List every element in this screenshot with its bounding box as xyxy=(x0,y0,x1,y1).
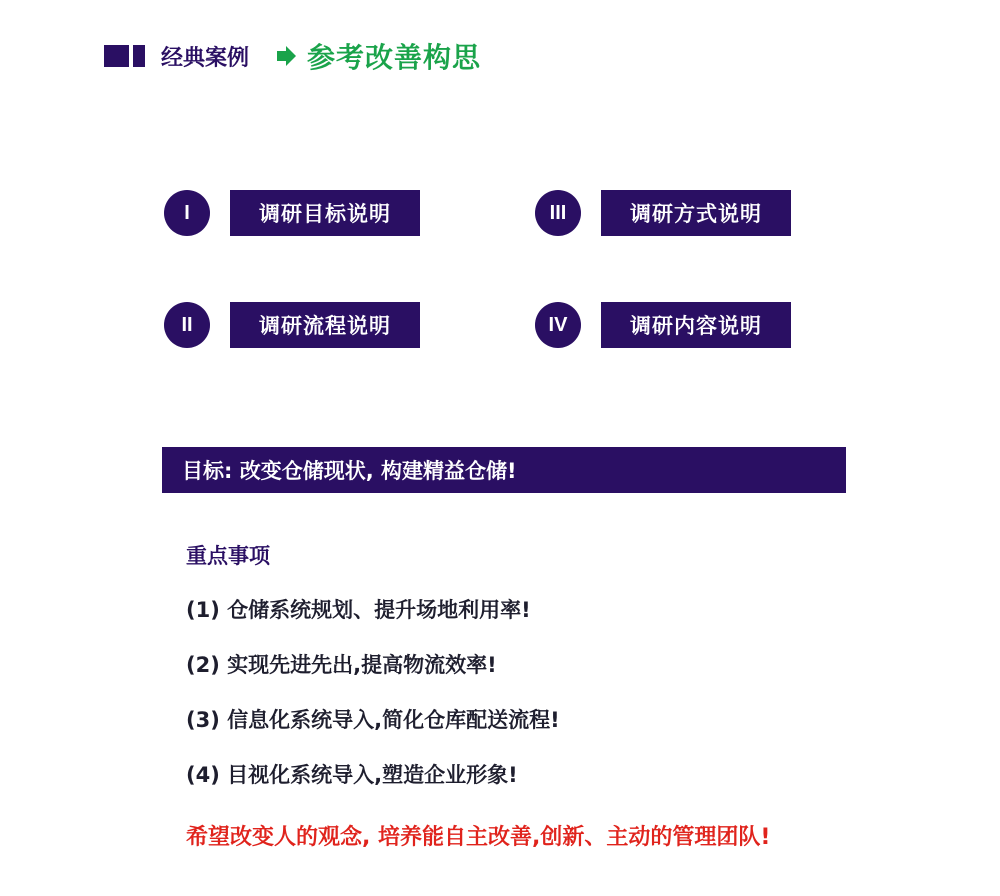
goal-banner: 目标: 改变仓储现状, 构建精益仓储! xyxy=(162,447,846,493)
step-item-2 xyxy=(164,302,420,348)
key-points-title: 重点事项 xyxy=(186,544,270,568)
step-item-3 xyxy=(535,190,791,236)
page-title: 参考改善构思 xyxy=(307,41,482,74)
step-number-badge: I xyxy=(164,190,210,236)
header-block-small xyxy=(133,45,145,67)
step-number-badge: IV xyxy=(535,302,581,348)
header-decoration xyxy=(104,45,145,67)
key-point-item: (3) 信息化系统导入,简化仓库配送流程! xyxy=(186,708,560,732)
step-item-4 xyxy=(535,302,791,348)
closing-statement: 希望改变人的观念, 培养能自主改善,创新、主动的管理团队! xyxy=(186,825,771,850)
step-number-badge: II xyxy=(164,302,210,348)
key-point-item: (4) 目视化系统导入,塑造企业形象! xyxy=(186,763,518,787)
step-label: 调研流程说明 xyxy=(230,302,420,348)
step-label: 调研内容说明 xyxy=(601,302,791,348)
step-number-badge: III xyxy=(535,190,581,236)
page-header xyxy=(104,36,481,76)
key-point-item: (2) 实现先进先出,提高物流效率! xyxy=(186,653,497,677)
section-label: 经典案例 xyxy=(161,45,250,71)
step-label: 调研目标说明 xyxy=(230,190,420,236)
key-point-item: (1) 仓储系统规划、提升场地利用率! xyxy=(186,598,531,622)
step-item-1 xyxy=(164,190,420,236)
header-block-large xyxy=(104,45,129,67)
step-label: 调研方式说明 xyxy=(601,190,791,236)
arrow-right-icon xyxy=(275,45,297,67)
